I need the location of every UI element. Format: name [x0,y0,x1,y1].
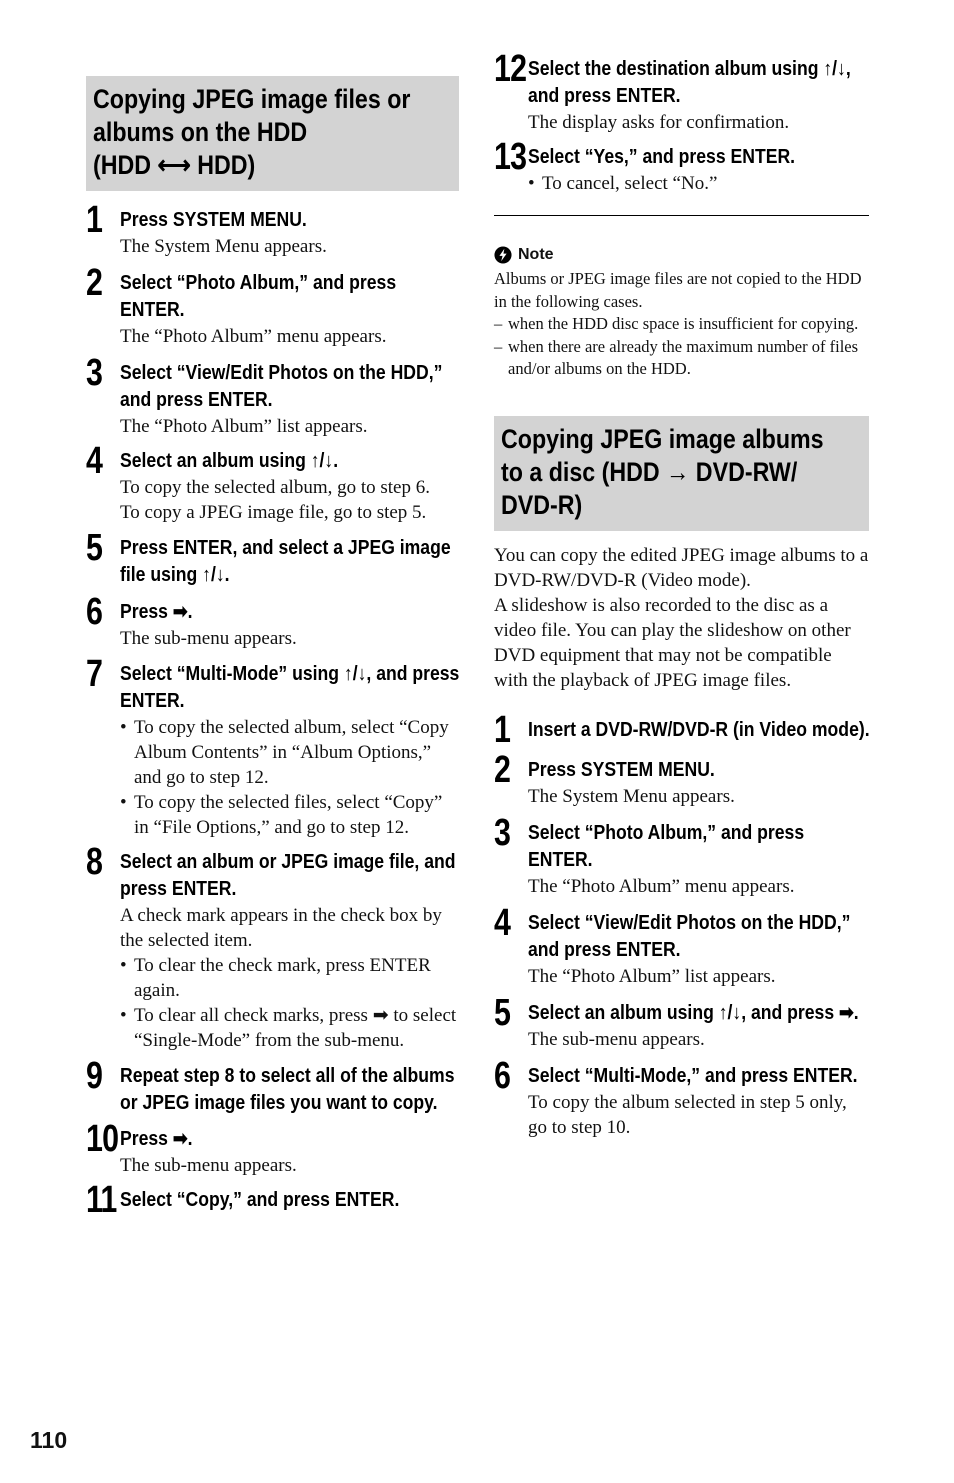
note-text: Albums or JPEG image files are not copied to the HDD in the following cases. [494,269,862,311]
step-heading: Press SYSTEM MENU. [528,758,715,781]
bullet-list [528,171,869,196]
step-text: To copy a JPEG image file, go to step 5. [120,502,427,523]
step-5 [86,527,459,589]
page-number: 110 [30,1427,68,1453]
step-heading: Repeat step 8 to select all of the albums or JPEG image files you want to copy. [120,1065,455,1114]
note-label: Note [518,246,554,263]
section-title-line: Copying JPEG image albums [501,423,824,454]
step-12 [494,48,869,135]
note-item: – when there are already the maximum number of files and/or albums on the HDD. [494,336,869,381]
step-1 [86,199,459,259]
step-text: The “Photo Album” menu appears. [528,875,795,897]
bullet-item: • To cancel, select “No.” [528,171,869,196]
disc-step-3 [494,811,869,899]
disc-step-4 [494,901,869,989]
step-number: 1 [86,199,103,241]
step-text: The sub-menu appears. [528,1028,705,1050]
step-6 [86,591,459,651]
note-icon [494,246,512,264]
step-number: 8 [86,841,103,883]
note-block [494,245,869,381]
bullet-item: • To copy the selected files, select “Copy” in “File Options,” and go to step 12. [120,790,459,840]
step-heading: Press ENTER, and select a JPEG image file using ↑/↓. [120,537,451,586]
step-heading: Press ➡. [120,601,193,623]
step-heading: Select “Photo Album,” and press ENTER. [528,821,805,871]
step-7 [86,653,460,840]
step-11 [86,1179,459,1221]
step-heading: Select an album or JPEG image file, and press ENTER. [120,851,456,900]
step-heading: Select “Copy,” and press ENTER. [120,1189,400,1211]
step-heading: Select an album using ↑/↓. [120,450,339,472]
step-heading: Insert a DVD-RW/DVD-R (in Video mode). [528,718,870,741]
step-heading: Press ➡. [120,1128,193,1150]
step-number: 6 [494,1054,511,1097]
step-number: 4 [86,440,103,482]
step-text: The “Photo Album” menu appears. [120,326,387,347]
step-heading: Select an album using ↑/↓, and press ➡. [528,1001,859,1024]
disc-step-1 [494,708,870,751]
step-number: 10 [86,1118,119,1160]
disc-step-5 [494,991,869,1052]
step-text: The System Menu appears. [120,236,327,257]
step-text: A check mark appears in the check box by the selected item. [120,905,442,951]
step-number: 2 [86,262,103,304]
step-text: The “Photo Album” list appears. [528,965,776,987]
step-heading: Select “Yes,” and press ENTER. [528,146,796,168]
step-heading: Select the destination album using ↑/↓, and press ENTER. [528,58,851,107]
step-8 [86,841,459,1053]
step-number: 1 [494,708,511,751]
step-number: 4 [494,901,511,944]
step-4 [86,440,459,525]
step-text: The display asks for confirmation. [528,112,790,133]
step-number: 9 [86,1055,103,1097]
step-13 [494,136,869,196]
section-title-line: Copying JPEG image files or [93,84,411,114]
note-list [494,313,869,381]
section-header-hdd-to-hdd [86,76,459,191]
step-number: 3 [494,811,511,854]
step-number: 5 [86,527,103,569]
intro-paragraph: You can copy the edited JPEG image albums to a DVD-RW/DVD-R (Video mode). [494,544,869,591]
step-heading: Select “Photo Album,” and press ENTER. [120,272,397,321]
step-text: The “Photo Album” list appears. [120,416,368,437]
disc-step-6 [494,1054,869,1140]
disc-step-2 [494,748,869,809]
step-text: The sub-menu appears. [120,628,297,649]
step-number: 6 [86,591,103,633]
step-text: The System Menu appears. [528,785,735,807]
step-heading: Press SYSTEM MENU. [120,209,307,231]
bullet-list [120,953,459,1053]
bullet-item: • To copy the selected album, select “Copy Album Contents” in “Album Options,” and go to step 12. [120,715,459,790]
step-number: 11 [86,1179,117,1221]
bullet-item: • To clear the check mark, press ENTER again. [120,953,459,1003]
step-number: 5 [494,991,511,1034]
step-10 [86,1118,459,1178]
step-heading: Select “View/Edit Photos on the HDD,” and press ENTER. [528,911,851,961]
step-text: To copy the album selected in step 5 only, go to step 10. [528,1091,847,1138]
section-title-line: albums on the HDD [93,117,308,147]
bullet-list [120,715,459,840]
step-number: 3 [86,352,103,394]
note-item: – when the HDD disc space is insufficient for copying. [494,313,869,336]
step-heading: Select “Multi-Mode” using ↑/↓, and press ENTER. [120,663,460,712]
step-9 [86,1055,459,1117]
step-3 [86,352,459,439]
section-title-line: to a disc (HDD → DVD-RW/ [501,456,798,487]
step-heading: Select “Multi-Mode,” and press ENTER. [528,1064,858,1087]
right-column [494,48,870,1140]
step-text: To copy the selected album, go to step 6. [120,477,430,498]
step-2 [86,262,459,349]
section-title-line: (HDD ⟷ HDD) [93,150,256,180]
step-number: 7 [86,653,103,695]
step-number: 2 [494,748,511,791]
step-heading: Select “View/Edit Photos on the HDD,” and press ENTER. [120,362,443,411]
bullet-item: • To clear all check marks, press ➡ to select “Single-Mode” from the sub-menu. [120,1003,459,1053]
divider [494,215,869,216]
note-heading [494,245,869,265]
step-number: 13 [494,136,527,178]
intro-paragraph: A slideshow is also recorded to the disc as a video file. You can play the slideshow on other DVD equipment that may not be compatible with the playback of JPEG image files. [494,594,851,691]
step-text: The sub-menu appears. [120,1155,297,1176]
section-header-hdd-to-disc [494,416,869,531]
step-number: 12 [494,48,527,90]
left-column [86,76,460,1221]
section-title-line: DVD-R) [501,489,583,520]
